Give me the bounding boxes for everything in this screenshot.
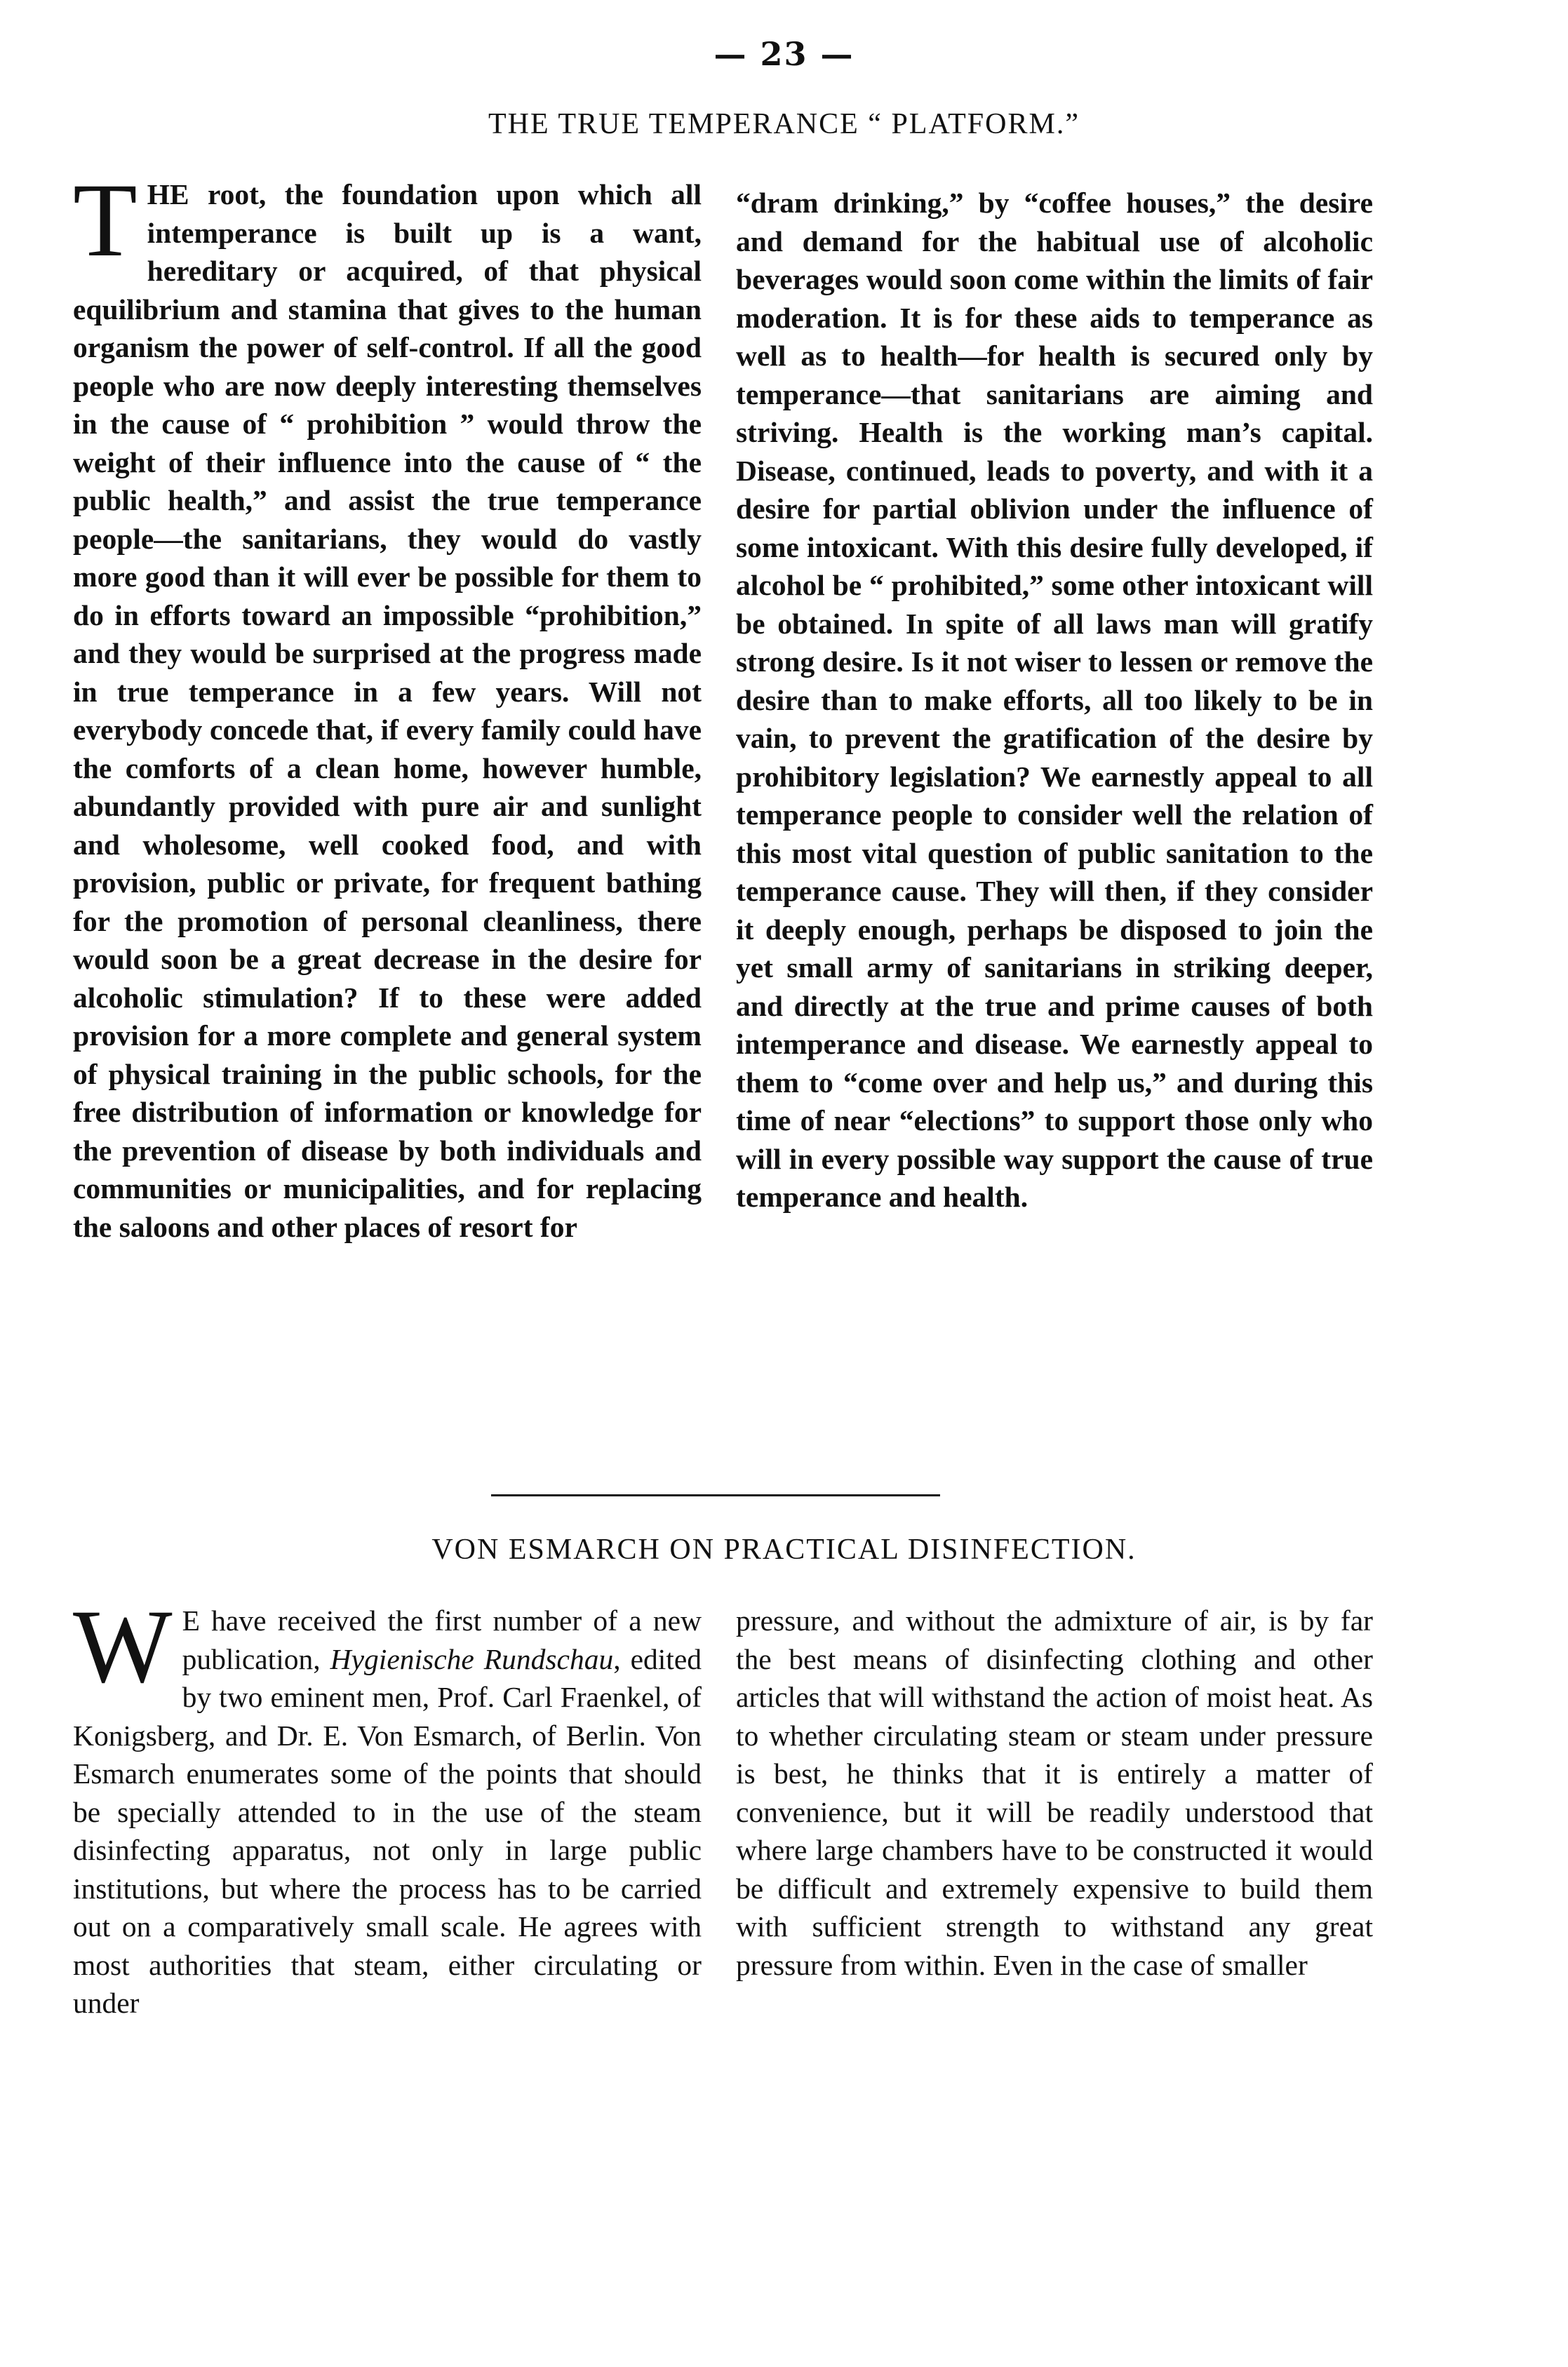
left-intro-text: E have received the first number of a new publication, [182,1604,702,1675]
article-disinfection-right-column [736,1602,1373,1984]
article-temperance-left-text: HE root, the foundation upon which all intemperance is built up is a want, hereditary or acquired, of that physical equilibrium and stamina that gives to the human organism the power of self-control. If all the good people who are now deeply interesting themselves in the cause of “ prohibition ” would throw the weight of their influence into the cause of “ the public health,” and assist the true temperance people—the sanitarians, they would do vastly more good than it will ever be possible for them to do in efforts toward an impossible “prohibition,” and they would be surprised at the progress made in true temperance in a few years. Will not everybody concede that, if every family could have the comforts of a clean home, however humble, abundantly provided with pure air and sunlight and wholesome, well cooked food, and with provision, public or private, for frequent bathing for the promotion of personal cleanliness, there would soon be a great decrease in the desire for alcoholic stimulation? If to these were added provision for a more complete and general system of physical training in the public schools, for the free distribution of information or knowledge for the prevention of disease by both individuals and communities or municipalities, and for replacing the saloons and other places of resort for [73,178,702,1243]
article-temperance-right-column [736,184,1373,1216]
article-disinfection-right-text: pressure, and without the admixture of air, is by far the best means of disinfecting clothing and other articles that will withstand the action of moist heat. As to whether circulating steam or steam under pressure is best, he thinks that it is entirely a matter of convenience, but it will be readily understood that where large chambers have to be constructed it would be difficult and extremely expensive to build them with sufficient strength to withstand any great pressure from within. Even in the case of smaller [736,1604,1373,1981]
left-rest-text: , edited by two eminent men, Prof. Carl Fraenkel, of Konigsberg, and Dr. E. Von Esmarch, of Berlin. Von Esmarch enumerates some of the points that should be specially attended to in the use of the steam disinfecting apparatus, not only in large public institutions, but where the process has to be carried out on a comparatively small scale. He agrees with most authorities that steam, either circulating or under [73,1642,702,2019]
article-temperance-left-column [73,162,702,1246]
page-number: — 23 — [713,35,855,73]
article-title-temperance: THE TRUE TEMPERANCE “ PLATFORM.” [488,108,1080,140]
publication-name: Hygienische Rundschau [330,1642,614,1675]
article-disinfection-left-column [73,1588,702,2023]
drop-cap-t: T [73,162,138,279]
article-temperance-right-text: “dram drinking,” by “coffee houses,” the desire and demand for the habitual use of alcoholic beverages would soon come within the limits of fair moderation. It is for these aids to temperance as well as to health—for health is secured only by temperance—that sanitarians are aiming and striving. Health is the working man’s capital. Disease, continued, leads to poverty, and with it a desire for partial oblivion under the influence of some intoxicant. With this desire fully developed, if alcohol be “ prohibited,” some other intoxicant will be obtained. In spite of all laws man will gratify strong desire. Is it not wiser to lessen or remove the desire than to make efforts, all too likely to be in vain, to prevent the gratification of the desire by prohibitory legislation? We earnestly appeal to all temperance people to consider well the relation of this most vital question of public sanitation to the temperance cause. They will then, if they consider it deeply enough, perhaps be disposed to join the yet small army of sanitarians in striking deeper, and directly at the true and prime causes of both intemperance and disease. We earnestly appeal to them to “come over and help us,” and during this time of near “elections” to support those only who will in every possible way support the cause of true temperance and health. [736,187,1373,1213]
section-divider [491,1494,940,1496]
article-title-disinfection: VON ESMARCH ON PRACTICAL DISINFECTION. [431,1534,1137,1566]
drop-cap-w: W [73,1588,173,1705]
